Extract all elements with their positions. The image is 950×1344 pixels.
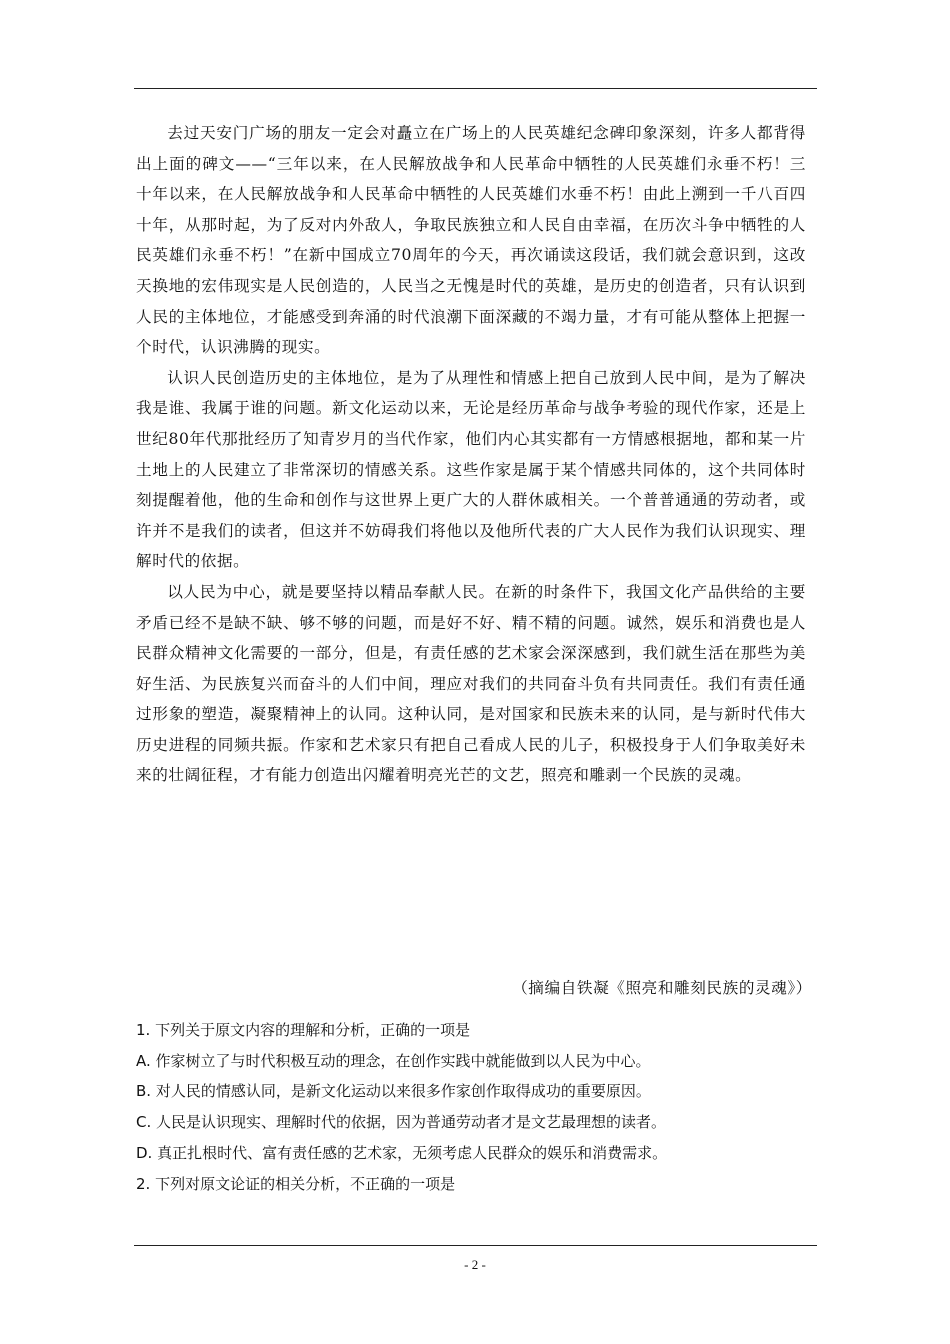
question-1-option-d: D. 真正扎根时代、富有责任感的艺术家，无须考虑人民群众的娱乐和消费需求。 [136,1143,668,1162]
article-paragraph-3: 以人民为中心，就是要坚持以精品奉献人民。在新的时条件下，我国文化产品供给的主要矛盾已经不是缺不缺、够不够的问题，而是好不好、精不精的问题。诚然，娱乐和消费也是人民群众精神文化需要的一部分，但是，有责任感的艺术家会深深感到，我们就生活在那些为美好生活、为民族复兴而奋斗的人们中间，理应对我们的共同奋斗负有共同责任。我们有责任通过形象的塑造，凝聚精神上的认同。这种认同，是对国家和民族未来的认同，是与新时代伟大历史进程的同频共振。作家和艺术家只有把自己看成人民的儿子，积极投身于人们争取美好未来的壮阔征程，才有能力创造出闪耀着明亮光芒的文艺，照亮和雕剥一个民族的灵魂。 [136,582,806,785]
header-rule [134,88,817,89]
article-source: （摘编自铁凝《照亮和雕刻民族的灵魂》） [512,979,812,997]
footer-rule [134,1245,817,1246]
question-1-option-a: A. 作家树立了与时代积极互动的理念，在创作实践中就能做到以人民为中心。 [136,1051,651,1070]
article-paragraph-2: 认识人民创造历史的主体地位，是为了从理性和情感上把自己放到人民中间，是为了解决我是谁、我属于谁的问题。新文化运动以来，无论是经历革命与战争考验的现代作家，还是上世纪80年代那批经历了知青岁月的当代作家，他们内心其实都有一方情感根据地，都和某一片土地上的人民建立了非常深切的情感关系。这些作家是属于某个情感共同体的，这个共同体时刻提醒着他，他的生命和创作与这世界上更广大的人群休戚相关。一个普普通通的劳动者，或许并不是我们的读者，但这并不妨碍我们将他以及他所代表的广大人民作为我们认识现实、理解时代的依据。 [136,368,806,571]
question-1-option-b: B. 对人民的情感认同，是新文化运动以来很多作家创作取得成功的重要原因。 [136,1082,651,1101]
article-body [136,118,806,791]
question-1-option-c: C. 人民是认识现实、理解时代的依据，因为普通劳动者才是文艺最理想的读者。 [136,1113,667,1132]
article-paragraph-1: 去过天安门广场的朋友一定会对矗立在广场上的人民英雄纪念碑印象深刻，许多人都背得出上面的碑文——“三年以来，在人民解放战争和人民革命中牺牲的人民英雄们永垂不朽！三十年以来，在人民解放战争和人民革命中牺牲的人民英雄们水垂不朽！由此上溯到一千八百四十年，从那时起，为了反对内外敌人，争取民族独立和人民自由幸福，在历次斗争中牺牲的人民英雄们永垂不朽！”在新中国成立70周年的今天，再次诵读这段话，我们就会意识到，这改天换地的宏伟现实是人民创造的，人民当之无愧是时代的英雄，是历史的创造者，只有认识到人民的主体地位，才能感受到奔涌的时代浪潮下面深藏的不竭力量，才有可能从整体上把握一个时代，认识沸腾的现实。 [136,124,806,357]
question-2-stem: 2. 下列对原文论证的相关分析，不正确的一项是 [136,1174,456,1193]
page-number: - 2 - [464,1257,486,1272]
question-section [136,1015,816,1199]
question-1-stem: 1. 下列关于原文内容的理解和分析，正确的一项是 [136,1021,471,1039]
